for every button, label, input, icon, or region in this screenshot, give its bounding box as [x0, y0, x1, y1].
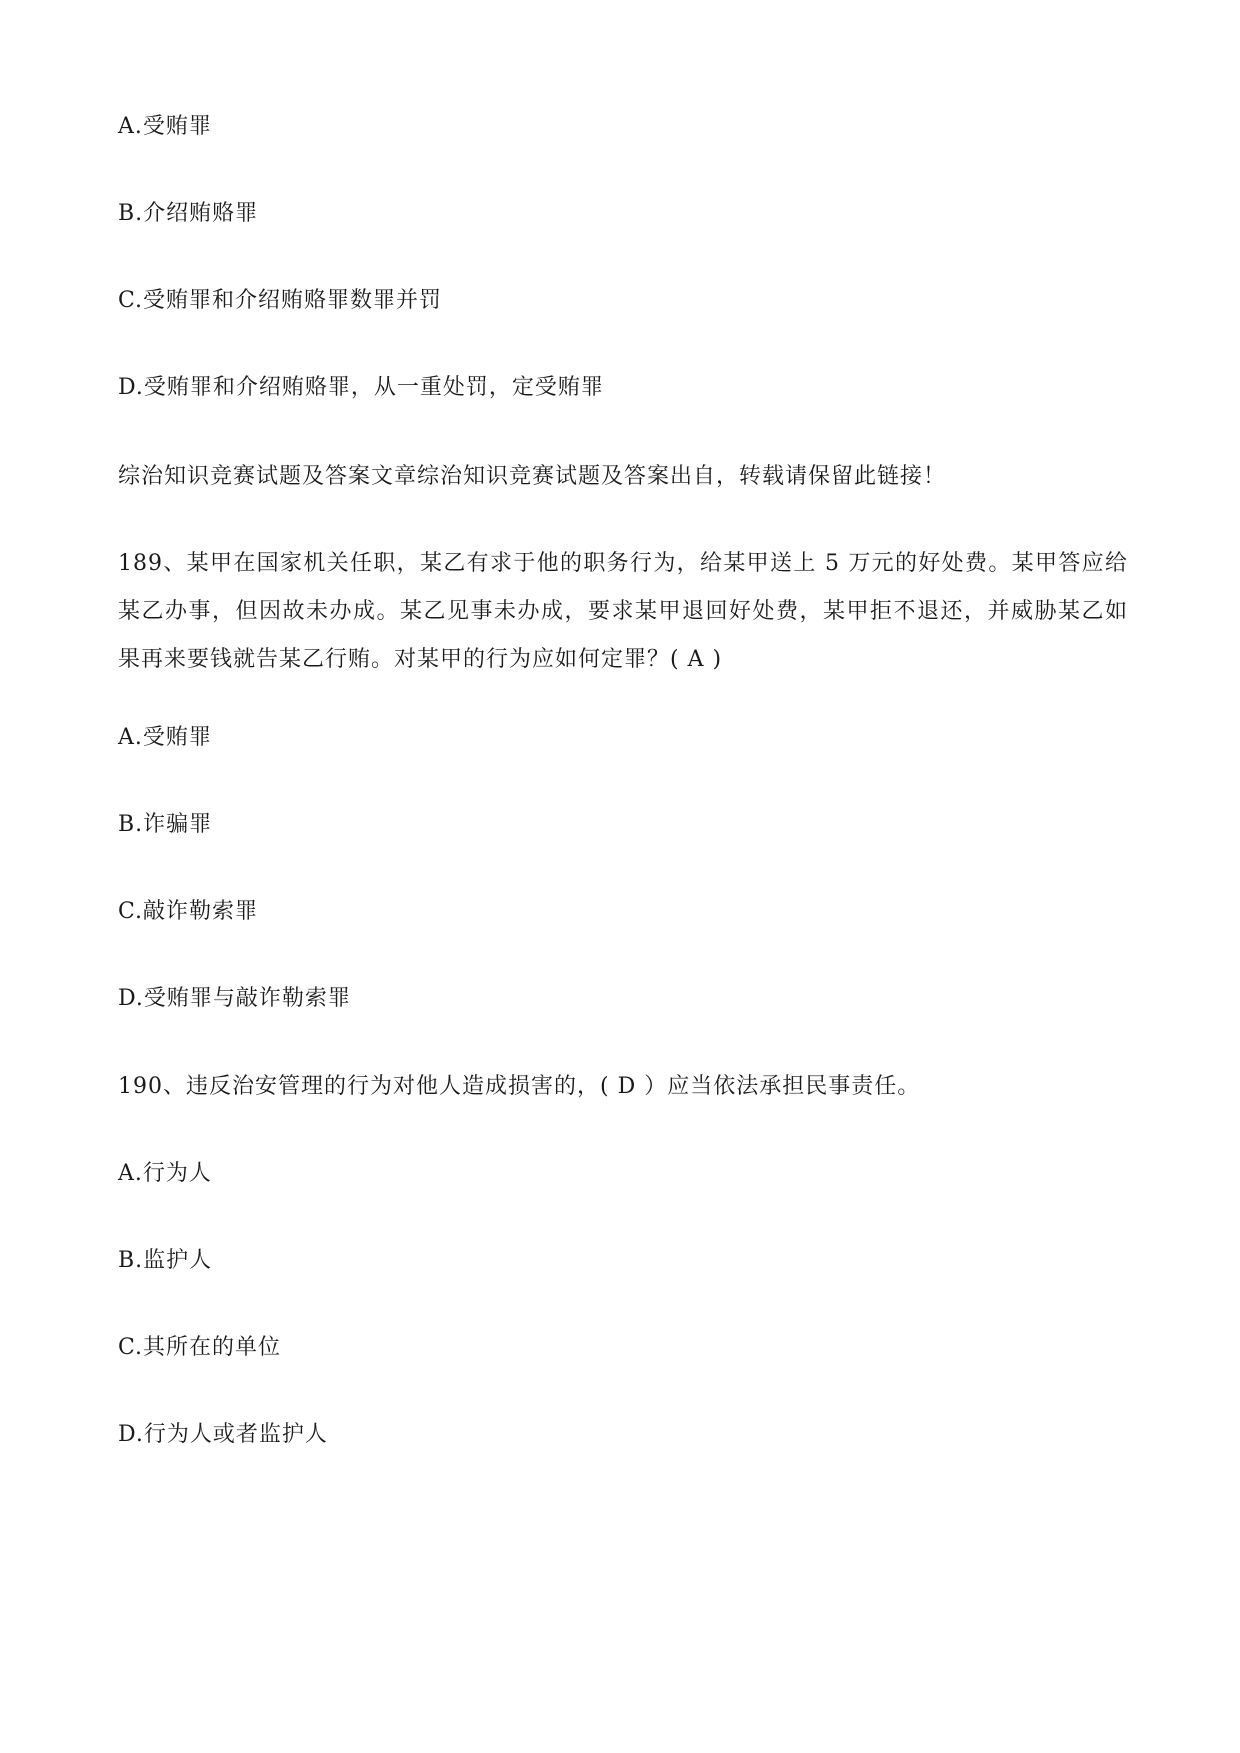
q190-option-b: B.监护人 [118, 1248, 213, 1273]
q189-option-d: D.受贿罪与敲诈勒索罪 [118, 986, 351, 1011]
q189-option-c: C.敲诈勒索罪 [118, 899, 259, 924]
q190-question: 190、违反治安管理的行为对他人造成损害的，( D ）应当依法承担民事责任。 [118, 1074, 921, 1099]
q188-option-c: C.受贿罪和介绍贿赂罪数罪并罚 [118, 288, 443, 313]
q189-option-b: B.诈骗罪 [118, 812, 213, 837]
q189-question: 189、某甲在国家机关任职，某乙有求于他的职务行为，给某甲送上 5 万元的好处费。某甲答应给某乙办事，但因故未办成。某乙见事未办成，要求某甲退回好处费，某甲拒不退还，并威胁某乙如果再来要钱就告某乙行贿。对某甲的行为应如何定罪？( A ) [118, 551, 1128, 672]
q190-option-a: A.行为人 [118, 1161, 212, 1186]
q188-option-b: B.介绍贿赂罪 [118, 201, 259, 226]
q190-option-d: D.行为人或者监护人 [118, 1422, 328, 1447]
q188-option-d: D.受贿罪和介绍贿赂罪，从一重处罚，定受贿罪 [118, 375, 604, 400]
source-notice: 综治知识竞赛试题及答案文章综治知识竞赛试题及答案出自，转载请保留此链接！ [118, 464, 947, 489]
q189-option-a: A.受贿罪 [118, 725, 212, 750]
q190-option-c: C.其所在的单位 [118, 1335, 282, 1360]
q188-option-a: A.受贿罪 [118, 114, 212, 139]
